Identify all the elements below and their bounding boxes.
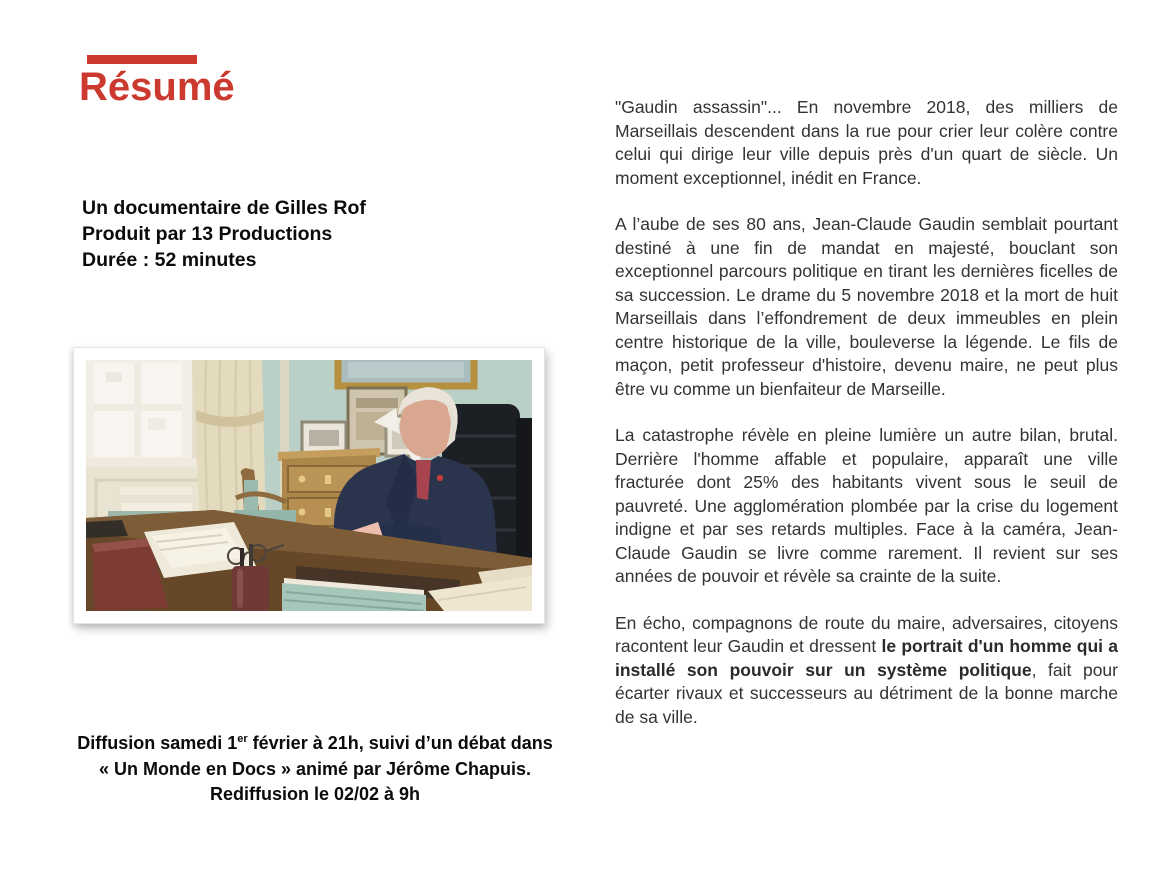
paragraph-4-tail: , fait pour écarter rivaux et successeurs au détriment de la bonne marche de sa ville. (615, 659, 1118, 727)
credits-line-director: Un documentaire de Gilles Rof (82, 197, 366, 219)
paragraph-1: "Gaudin assassin"... En novembre 2018, des milliers de Marseillais descendent dans la rue pour crier leur colère contre celui qui dirige leur ville depuis près d'un quart de siècle. Un moment exceptionnel, inédit en France. (615, 97, 1118, 188)
credits-line-producer: Produit par 13 Productions (82, 223, 333, 245)
paragraph-4-lead: En écho, compagnons de route du maire, adversaires, citoyens racontent leur Gaudin et dressent (615, 612, 1118, 656)
broadcast-line-2: « Un Monde en Docs » animé par Jérôme Chapuis. (98, 758, 532, 779)
page-title: Résumé (79, 65, 235, 109)
paragraph-4-emphasis: le portrait d'un homme qui a installé son pouvoir sur un système politique (615, 636, 1119, 680)
broadcast-line-3: Rediffusion le 02/02 à 9h (209, 784, 421, 804)
gilt-painting (338, 360, 474, 386)
broadcast-line1-post: février à 21h, suivi d’un débat dans (247, 733, 553, 753)
paragraph-4 (615, 612, 1118, 730)
credits-block (82, 195, 366, 273)
broadcast-line-1 (45, 727, 585, 757)
summary-text (615, 96, 1118, 752)
photo-frame (73, 347, 545, 624)
broadcast-line1-sup: er (237, 733, 248, 745)
documentary-still-image (86, 360, 532, 611)
broadcast-line1-pre: Diffusion samedi 1 (77, 733, 238, 753)
window (86, 360, 198, 467)
paragraph-3: La catastrophe révèle en pleine lumière un autre bilan, brutal. Derrière l'homme affable et populaire, apparaît une ville fracturée dont 25% des habitants vivent sous le seuil de pauvreté. Une agglomération plombée par la crise du logement indigne et par ses retards multiples. Face à la caméra, Jean-Claude Gaudin se livre comme rarement. Il revient sur ses années de pouvoir et révèle sa crainte de la suite. (615, 425, 1118, 586)
credits-line-duration: Durée : 52 minutes (82, 249, 257, 271)
paragraph-2: A l’aube de ses 80 ans, Jean-Claude Gaudin semblait pourtant destiné à une fin de mandat en majesté, bouclant son exceptionnel parcours politique en tirant les dernières ficelles de sa succession. Le drame du 5 novembre 2018 et la mort de huit Marseillais dans l’effondrement de deux immeubles en plein centre historique de la ville, bouleverse la légende. Le fils de maçon, petit professeur d'histoire, devenu maire, ne peut plus être vu comme un bienfaiteur de Marseille. (615, 214, 1118, 399)
broadcast-info (45, 727, 585, 808)
